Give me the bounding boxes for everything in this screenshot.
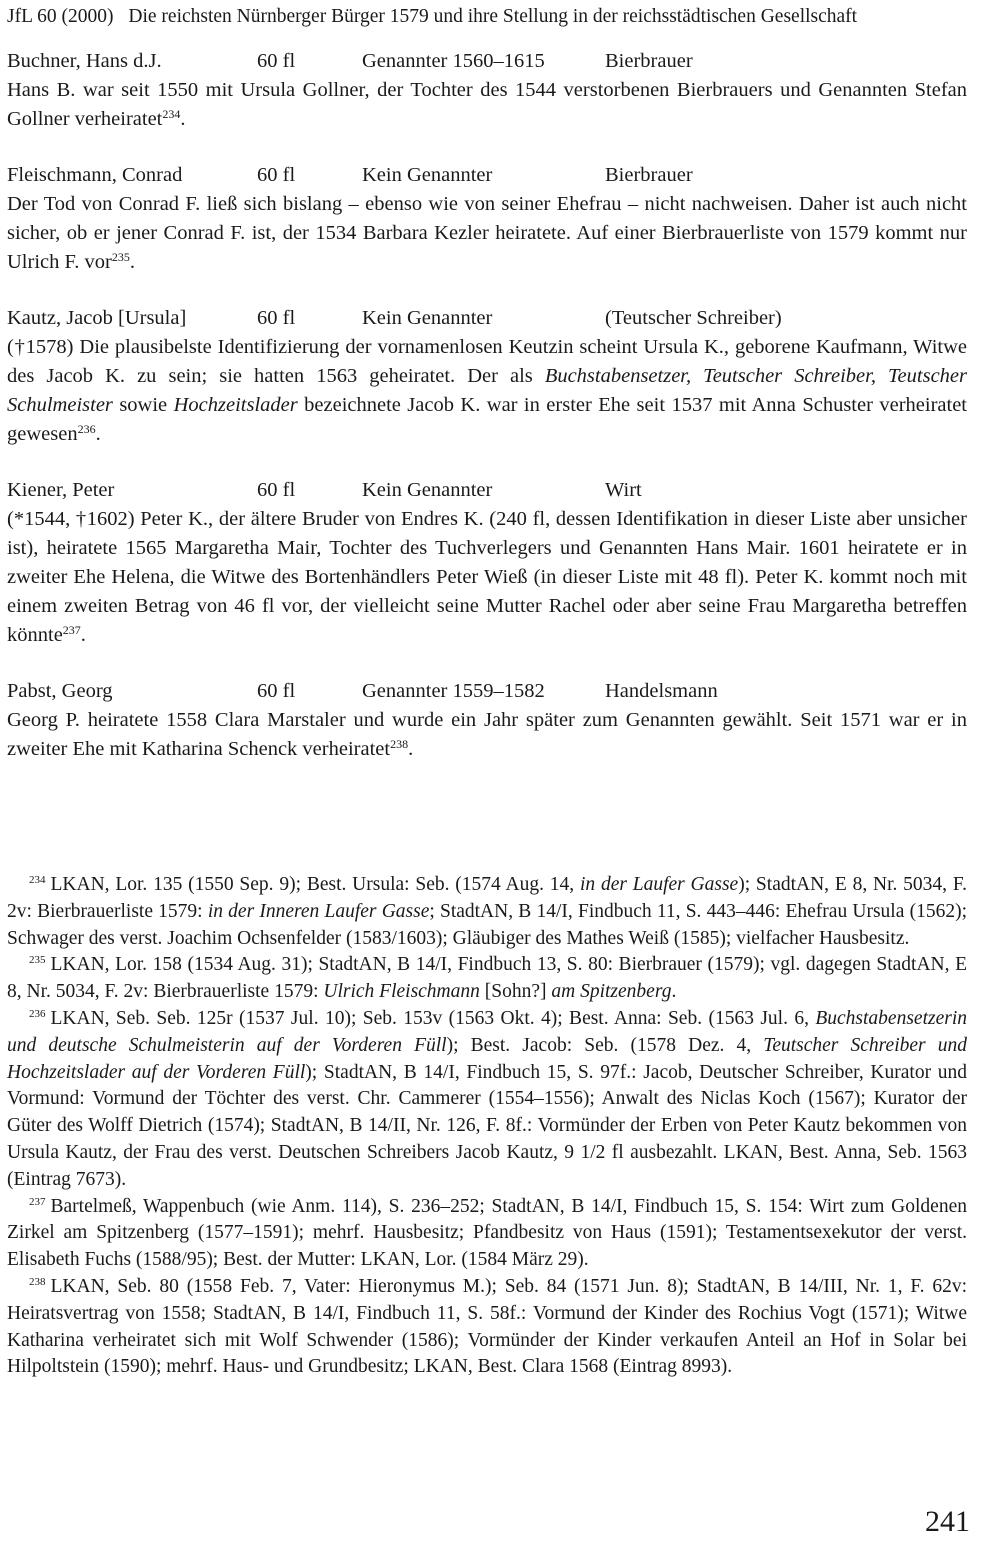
- entry-status: Kein Genannter: [362, 479, 493, 501]
- entry-fleischmann: [7, 161, 967, 277]
- entry-description: (*1544, †1602) Peter K., der ältere Bruder von Endres K. (240 fl, dessen Identifikation in dieser Liste aber unsicher ist), heiratete 1565 Margaretha Mair, Tochter des Tuchverlegers und Genannten Hans Mair. 1601 heiratete er in zweiter Ehe Helena, die Witwe des Bortenhändlers Peter Wieß (in dieser Liste mit 48 fl). Peter K. kommt noch mit einem zweiten Betrag von 46 fl vor, der vielleicht seine Mutter Rachel oder aber seine Frau Margaretha betreffen könnte$^{237}$.: [7, 508, 967, 646]
- entry-status: Kein Genannter: [362, 307, 493, 329]
- entry-amount: 60 fl: [257, 307, 296, 329]
- journal-reference: JfL 60 (2000): [7, 6, 114, 27]
- page-number: 241: [925, 1505, 970, 1538]
- entry-description: Georg P. heiratete 1558 Clara Marstaler und wurde ein Jahr später zum Genannten gewählt. Seit 1571 war er in zweiter Ehe mit Katharina Schenck verheiratet$^{238}$.: [7, 709, 967, 760]
- footnote-237: $^{237}$ Bartelmeß, Wappenbuch (wie Anm. 114), S. 236–252; StadtAN, B 14/I, Findbuch 15, S. 154: Wirt zum Goldenen Zirkel am Spitzenberg (1577–1591); mehrf. Hausbesitz; Pfandbesitz von Haus (1591); Testamentsexekutor der verst. Elisabeth Fuchs (1588/95); Best. der Mutter: LKAN, Lor. (1584 März 29).: [7, 1195, 967, 1271]
- entry-list: [7, 47, 967, 791]
- entry-description: (†1578) Die plausibelste Identifizierung der vornamenlosen Keutzin scheint Ursula K., geborene Kaufmann, Witwe des Jacob K. zu sein; sie hatten 1563 geheiratet. Der als Buchstabensetzer, Teutscher Schreiber, Teutscher Schulmeister sowie Hochzeitslader bezeichnete Jacob K. war in erster Ehe seit 1537 mit Anna Schuster verheiratet gewesen$^{236}$.: [7, 336, 967, 445]
- footnote-238: $^{238}$ LKAN, Seb. 80 (1558 Feb. 7, Vater: Hieronymus M.); Seb. 84 (1571 Jun. 8); StadtAN, B 14/III, Nr. 1, F. 62v: Heiratsvertrag von 1558; StadtAN, B 14/I, Findbuch 11, S. 58f.: Vormund der Kinder des Rochius Vogt (1571); Witwe Katharina verheiratet sich mit Wolf Schwender (1586); Vormünder der Kinder verkaufen Anteil an Hof in Solar bei Hilpoltstein (1590); mehrf. Haus- und Grundbesitz; LKAN, Best. Clara 1568 (Eintrag 8993).: [7, 1275, 967, 1378]
- footnote-reference[interactable]: 234: [162, 107, 181, 121]
- entry-amount: 60 fl: [257, 680, 296, 702]
- entry-kiener: [7, 476, 967, 650]
- entry-description: Der Tod von Conrad F. ließ sich bislang – ebenso wie von seiner Ehefrau – nicht nachweisen. Daher ist auch nicht sicher, ob er jener Conrad F. ist, der 1534 Barbara Kezler heiratete. Auf einer Bierbrauerliste von 1579 kommt nur Ulrich F. vor$^{235}$.: [7, 193, 967, 273]
- entry-profession: Wirt: [605, 479, 642, 501]
- entry-name: Kiener, Peter: [7, 479, 115, 501]
- footnote-reference[interactable]: 237: [62, 623, 81, 637]
- entry-status: Genannter 1560–1615: [362, 50, 545, 72]
- entry-profession: Bierbrauer: [605, 50, 693, 72]
- entry-buchner: [7, 47, 967, 134]
- entry-header: [7, 161, 967, 190]
- entry-kautz: [7, 304, 967, 449]
- entry-header: [7, 476, 967, 505]
- footnotes: [7, 872, 967, 1381]
- entry-profession: (Teutscher Schreiber): [605, 307, 782, 329]
- entry-header: [7, 304, 967, 333]
- footnote-number: 234: [29, 874, 46, 886]
- footnote-reference[interactable]: 236: [77, 422, 96, 436]
- entry-name: Kautz, Jacob [Ursula]: [7, 307, 187, 329]
- entry-amount: 60 fl: [257, 164, 296, 186]
- footnote-234: $^{234}$ LKAN, Lor. 135 (1550 Sep. 9); Best. Ursula: Seb. (1574 Aug. 14, in der Laufer Gasse); StadtAN, E 8, Nr. 5034, F. 2v: Bierbrauerliste 1579: in der Inneren Laufer Gasse; StadtAN, B 14/I, Findbuch 11, S. 443–446: Ehefrau Ursula (1562); Schwager des verst. Joachim Ochsenfelder (1583/1603); Gläubiger des Mathes Weiß (1585); vielfacher Hausbesitz.: [7, 874, 968, 949]
- footnote-number: 238: [29, 1275, 46, 1288]
- entry-status: Kein Genannter: [362, 164, 493, 186]
- entry-profession: Bierbrauer: [605, 164, 693, 186]
- entry-amount: 60 fl: [257, 479, 296, 501]
- entry-name: Fleischmann, Conrad: [7, 164, 183, 186]
- footnote-236: $^{236}$ LKAN, Seb. Seb. 125r (1537 Jul. 10); Seb. 153v (1563 Okt. 4); Best. Anna: Seb. (1563 Jul. 6, Buchstabensetzerin und deutsche Schulmeisterin auf der Vorderen Füll); Best. Jacob: Seb. (1578 Dez. 4, Teutscher Schreiber und Hochzeitslader auf der Vorderen Füll); StadtAN, B 14/I, Findbuch 15, S. 97f.: Jacob, Deutscher Schreiber, Kurator und Vormund: Vormund der Töchter des verst. Chr. Cammerer (1554–1556); Anwalt des Niclas Koch (1567); Kurator der Güter des Wolff Dietrich (1574); StadtAN, B 14/II, Nr. 126, F. 8f.: Vormünder der Erben von Peter Kautz bekommen von Ursula Kautz, der Frau des verst. Deutschen Schreibers Jacob Kautz, 9 1/2 fl ausbezahlt. LKAN, Best. Anna, Seb. 1563 (Eintrag 7673).: [7, 1007, 968, 1190]
- running-head: [7, 4, 967, 30]
- entry-name: Pabst, Georg: [7, 680, 113, 702]
- entry-amount: 60 fl: [257, 50, 296, 72]
- footnote-number: 235: [29, 954, 46, 967]
- article-title: Die reichsten Nürnberger Bürger 1579 und ihre Stellung in der reichsstädtischen Gesellschaft: [128, 6, 858, 27]
- footnote-number: 237: [29, 1195, 46, 1208]
- entry-description: Hans B. war seit 1550 mit Ursula Gollner, der Tochter des 1544 verstorbenen Bierbrauers und Genannten Stefan Gollner verheiratet$^{234}$.: [7, 79, 967, 130]
- footnote-number: 236: [29, 1007, 46, 1020]
- entry-name: Buchner, Hans d.J.: [7, 50, 162, 72]
- entry-header: [7, 677, 967, 706]
- footnote-235: $^{235}$ LKAN, Lor. 158 (1534 Aug. 31); StadtAN, B 14/I, Findbuch 13, S. 80: Bierbrauer (1579); vgl. dagegen StadtAN, E 8, Nr. 5034, F. 2v: Bierbrauerliste 1579: Ulrich Fleischmann [Sohn?] am Spitzenberg.: [7, 954, 967, 1003]
- entry-header: [7, 47, 967, 76]
- footnote-reference[interactable]: 238: [390, 737, 409, 751]
- entry-profession: Handelsmann: [605, 680, 718, 702]
- entry-status: Genannter 1559–1582: [362, 680, 545, 702]
- footnote-reference[interactable]: 235: [111, 250, 130, 264]
- entry-pabst: [7, 677, 967, 764]
